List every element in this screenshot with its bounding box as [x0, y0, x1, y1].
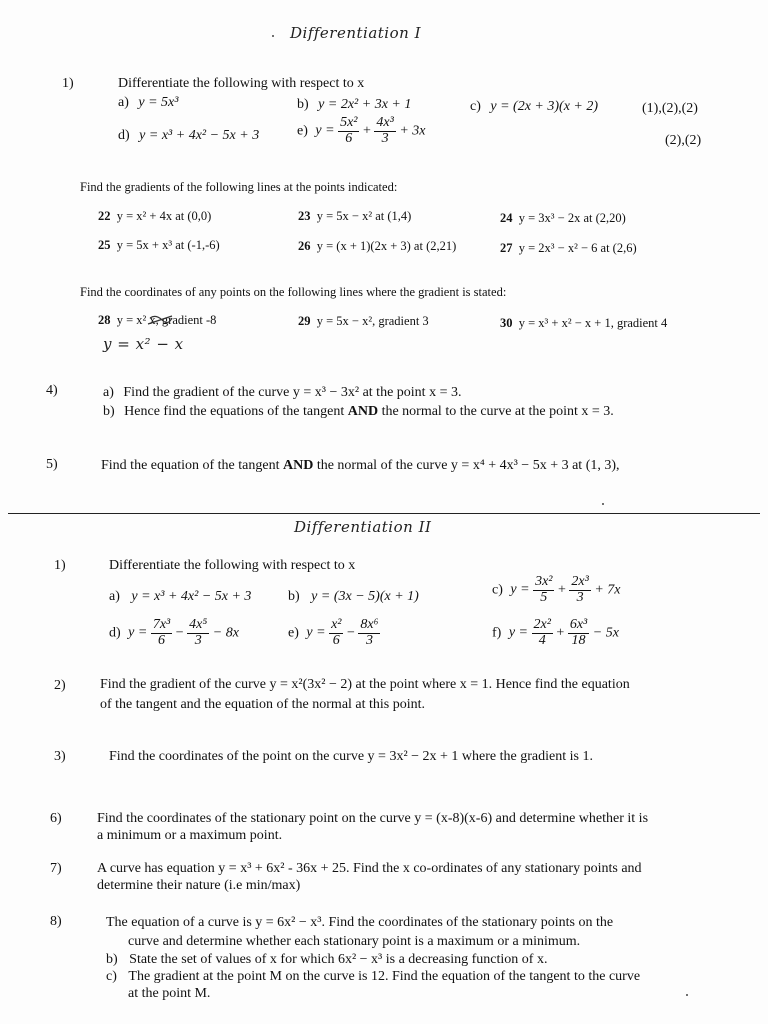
- s1-q1b: [297, 97, 411, 113]
- s2-q2-line2: of the tangent and the equation of the normal at this point.: [100, 697, 426, 712]
- s2-q1a-expr: y = x³ + 4x² − 5x + 3: [131, 589, 252, 604]
- s2-q1d-f2-den: 3: [194, 632, 202, 648]
- s2-q3-text: Find the coordinates of the point on the curve y = 3x² − 2x + 1 where the gradient is 1.: [109, 749, 593, 764]
- s1-coord-29: [298, 314, 429, 329]
- s2-q8b: [106, 952, 547, 968]
- s2-q1a-label: a): [109, 589, 120, 604]
- s1-q4a-label: a): [103, 385, 114, 400]
- s1-q1a-expr: y = 5x³: [138, 95, 179, 110]
- s2-q8c-label: c): [106, 969, 117, 984]
- s2-q6-line1: Find the coordinates of the stationary point on the curve y = (x-8)(x-6) and determine whether it is: [97, 811, 649, 826]
- s1-coord-29-num: 29: [298, 314, 311, 328]
- s2-q7-line2: determine their nature (i.e min/max): [97, 878, 301, 893]
- s2-q1f-op: +: [556, 625, 565, 641]
- s2-q1e: [288, 618, 380, 648]
- s2-q1e-lhs: y =: [306, 625, 326, 641]
- s2-q1e-f2-num: 8x⁶: [360, 617, 379, 632]
- s2-q1e-f1-den: 6: [332, 632, 340, 648]
- s1-coord-29-expr: y = 5x − x², gradient 3: [316, 314, 429, 328]
- s1-q1e: [297, 116, 425, 146]
- s2-q6-line2: a minimum or a maximum point.: [97, 828, 283, 843]
- s1-grad-22-expr: y = x² + 4x at (0,0): [116, 209, 212, 223]
- s1-q1b-expr: y = 2x² + 3x + 1: [318, 97, 412, 112]
- s2-q1a: [109, 589, 251, 605]
- s1-q1-number: 1): [62, 76, 74, 91]
- s1-q1-stem: Differentiate the following with respect to x: [118, 76, 365, 91]
- s1-grad-26-expr: y = (x + 1)(2x + 3) at (2,21): [316, 239, 457, 253]
- s2-q1c-fraction1: [533, 575, 554, 605]
- s1-marks-row2: (2),(2): [665, 133, 702, 148]
- s2-q1e-op: −: [346, 625, 355, 641]
- s1-grad-25-num: 25: [98, 238, 111, 252]
- s1-q1e-fraction2: [374, 116, 395, 146]
- s1-q1e-plus: +: [362, 123, 371, 139]
- s2-q1d-f2-num: 4x⁵: [189, 617, 208, 632]
- s1-grad-22: [98, 209, 211, 224]
- s1-q5-post: the normal of the curve y = x⁴ + 4x³ − 5x + 3 at (1, 3),: [316, 458, 620, 473]
- s2-q1e-f2-den: 3: [365, 632, 373, 648]
- s2-q1d-fraction2: [187, 618, 209, 648]
- s1-grad-23-expr: y = 5x − x² at (1,4): [316, 209, 412, 223]
- s2-q1-stem: Differentiate the following with respect to x: [109, 558, 356, 573]
- s2-q1c-f1-den: 5: [540, 589, 548, 605]
- s2-q1f-fraction1: [532, 618, 553, 648]
- s2-q1c-lhs: y =: [510, 582, 530, 598]
- section-divider: [8, 513, 760, 514]
- s2-q8c-line1: The gradient at the point M on the curve is 12. Find the equation of the tangent to the curve: [128, 969, 641, 984]
- sheet2-title: Differentiation II: [294, 518, 432, 536]
- s1-q5-and: AND: [282, 458, 314, 473]
- s2-q1d-label: d): [109, 625, 121, 641]
- s2-q1f-lhs: y =: [508, 625, 528, 641]
- s1-grad-26-num: 26: [298, 239, 311, 253]
- s2-q1f-tail: − 5x: [592, 625, 619, 641]
- s1-coord-30-expr: y = x³ + x² − x + 1, gradient 4: [518, 316, 668, 330]
- s1-q5-pre: Find the equation of the tangent: [101, 458, 280, 473]
- s1-q1e-label: e): [297, 123, 308, 139]
- s1-q5-number: 5): [46, 457, 58, 472]
- s1-q1e-lhs: y =: [315, 123, 335, 139]
- s2-q1b-expr: y = (3x − 5)(x + 1): [311, 589, 419, 604]
- stray-dot-2: [602, 503, 604, 505]
- s2-q1f-fraction2: [568, 618, 589, 648]
- s2-q1c-f2-num: 2x³: [571, 574, 589, 589]
- s1-marks-row1: (1),(2),(2): [642, 101, 698, 116]
- s1-q1d-label: d): [118, 128, 130, 143]
- s2-q8c-line2: at the point M.: [128, 986, 211, 1001]
- s1-q1e-f1-num: 5x²: [340, 115, 358, 130]
- s2-q1f-label: f): [492, 625, 502, 641]
- s1-q4-number: 4): [46, 383, 58, 398]
- s2-q3-number: 3): [54, 749, 66, 764]
- s2-q1e-fraction2: [358, 618, 380, 648]
- s1-q4a: [103, 385, 461, 401]
- s1-q4b-and: AND: [347, 404, 379, 419]
- s2-q1f-f1-num: 2x²: [533, 617, 551, 632]
- s1-coord-30: [500, 316, 667, 331]
- s1-q1c-expr: y = (2x + 3)(x + 2): [490, 99, 599, 114]
- s1-grad-26: [298, 239, 456, 254]
- s1-grad-25-expr: y = 5x + x³ at (-1,-6): [116, 238, 220, 252]
- s2-q1c-f1-num: 3x²: [535, 574, 553, 589]
- s2-q8-line2: curve and determine whether each stationary point is a maximum or a minimum.: [128, 934, 581, 949]
- s2-q8-number: 8): [50, 914, 62, 929]
- s1-grad-27-expr: y = 2x³ − x² − 6 at (2,6): [518, 241, 637, 255]
- s1-coord-28-expr: y = x² x, gradient -8: [116, 313, 217, 327]
- s1-q5-text: [101, 458, 620, 474]
- s2-q6-number: 6): [50, 811, 62, 826]
- s1-q1e-f2-den: 3: [381, 130, 389, 146]
- s2-q1d-f1-num: 7x³: [152, 617, 171, 632]
- s2-q7-number: 7): [50, 861, 62, 876]
- s1-grad-24-expr: y = 3x³ − 2x at (2,20): [518, 211, 626, 225]
- s1-q4a-text: Find the gradient of the curve y = x³ − 3x² at the point x = 3.: [123, 385, 462, 400]
- s2-q1f-f2-num: 6x³: [569, 617, 588, 632]
- s1-q1c: [470, 99, 598, 115]
- s2-q1d-lhs: y =: [128, 625, 148, 641]
- stray-dot: [272, 35, 274, 37]
- s2-q2-line1: Find the gradient of the curve y = x²(3x² − 2) at the point where x = 1. Hence find the equation: [100, 677, 630, 692]
- s1-grad-24: [500, 211, 626, 226]
- s2-q1d-fraction1: [151, 618, 172, 648]
- s1-grad-23-num: 23: [298, 209, 311, 223]
- s2-q1c-tail: + 7x: [594, 582, 621, 598]
- s2-q2-number: 2): [54, 678, 66, 693]
- s1-q1a: [118, 95, 178, 111]
- s1-q1d-expr: y = x³ + 4x² − 5x + 3: [139, 128, 260, 143]
- s2-q1d-f1-den: 6: [158, 632, 166, 648]
- s2-q8-line1: The equation of a curve is y = 6x² − x³. Find the coordinates of the stationary points on the: [106, 915, 614, 930]
- s1-q1e-f2-num: 4x³: [376, 115, 394, 130]
- s1-q4b-post: the normal to the curve at the point x = 3.: [381, 404, 614, 419]
- s2-q1c-label: c): [492, 582, 503, 598]
- s1-q1e-fraction1: [338, 116, 359, 146]
- s2-q1c-f2-den: 3: [576, 589, 584, 605]
- s2-q1b: [288, 589, 419, 605]
- s1-q1e-f1-den: 6: [345, 130, 353, 146]
- s1-grad-27: [500, 241, 637, 256]
- s1-grad-24-num: 24: [500, 211, 513, 225]
- s1-coord-30-num: 30: [500, 316, 513, 330]
- s1-grad-22-num: 22: [98, 209, 111, 223]
- s2-q1b-label: b): [288, 589, 300, 604]
- s1-q4b-label: b): [103, 404, 115, 419]
- s1-q1c-label: c): [470, 99, 481, 114]
- s2-q1f: [492, 618, 619, 648]
- s1-grad-27-num: 27: [500, 241, 513, 255]
- s2-q1f-f1-den: 4: [538, 632, 546, 648]
- s1-coords-instruction: Find the coordinates of any points on the following lines where the gradient is stated:: [80, 285, 507, 299]
- s2-q1d-tail: − 8x: [212, 625, 239, 641]
- scribble-strikeout: [146, 312, 174, 328]
- s2-q1c-fraction2: [569, 575, 590, 605]
- s2-q7-line1: A curve has equation y = x³ + 6x² - 36x + 25. Find the x co-ordinates of any stationary points and: [97, 861, 642, 876]
- s1-coord-28-num: 28: [98, 313, 111, 327]
- s1-q4b: [103, 404, 614, 420]
- s1-grad-23: [298, 209, 411, 224]
- sheet1-title: Differentiation I: [290, 24, 421, 42]
- s2-q1f-f2-den: 18: [571, 632, 586, 648]
- s2-q1-number: 1): [54, 558, 66, 573]
- s2-q1c-op: +: [557, 582, 566, 598]
- s2-q1e-label: e): [288, 625, 299, 641]
- s1-grad-25: [98, 238, 220, 253]
- s1-handwritten-correction: y = x² − x: [103, 335, 184, 353]
- s2-q1d-op: −: [175, 625, 184, 641]
- s1-gradients-instruction: Find the gradients of the following lines at the points indicated:: [80, 180, 398, 194]
- s2-q1d: [109, 618, 239, 648]
- s1-q1e-tail: + 3x: [399, 123, 426, 139]
- s1-q4b-pre: Hence find the equations of the tangent: [124, 404, 345, 419]
- stray-dot-3: [686, 994, 688, 996]
- s2-q1e-f1-num: x²: [331, 617, 342, 632]
- s1-q1a-label: a): [118, 95, 129, 110]
- s2-q8c: [106, 969, 640, 985]
- s2-q8b-text: State the set of values of x for which 6x² − x³ is a decreasing function of x.: [129, 952, 548, 967]
- s1-q1d: [118, 128, 259, 144]
- s1-q1b-label: b): [297, 97, 309, 112]
- s2-q1c: [492, 575, 620, 605]
- s2-q1e-fraction1: [329, 618, 343, 648]
- s2-q8b-label: b): [106, 952, 118, 967]
